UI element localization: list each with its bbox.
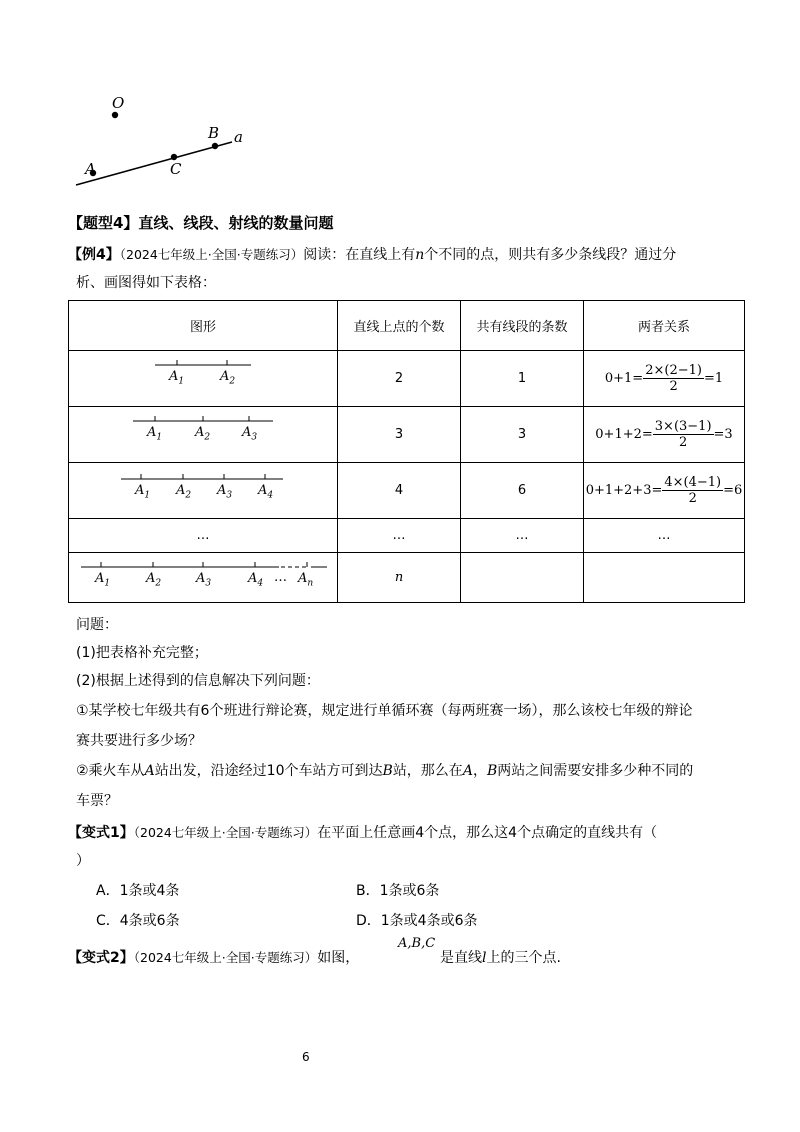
question-1: (1)把表格补充完整； <box>76 645 208 661</box>
question-2b-line-1: ②乘火车从A站出发，沿途经过10个车站方可到达B站，那么在A，B两站之间需要安排多少种不同的 <box>76 763 694 779</box>
variant2-abc: A,B,C <box>398 936 436 951</box>
example-line-1 <box>68 244 676 264</box>
question-2a-line-2: 赛共要进行多少场？ <box>76 733 202 749</box>
segments-count: 1 <box>461 351 584 407</box>
ellipsis-cell: … <box>69 519 338 553</box>
variant2-line <box>68 947 359 967</box>
segment-figure-2 <box>69 351 337 407</box>
example-line-2: 析、画图得如下表格： <box>76 275 216 291</box>
figure-cell-n-points <box>69 553 338 603</box>
variant2-source: （2024七年级上·全国·专题练习） <box>133 950 318 965</box>
point-label-b: B <box>208 124 220 142</box>
points-count-n: n <box>338 553 461 603</box>
variant1-text: 在平面上任意画4个点，那么这4个点确定的直线共有（ <box>317 825 658 841</box>
question-2: (2)根据上述得到的信息解决下列问题： <box>76 673 320 689</box>
point-label: $A_1$ <box>95 571 111 589</box>
line-label-a: a <box>234 128 243 146</box>
ellipsis-cell: … <box>338 519 461 553</box>
segments-count: 3 <box>461 407 584 463</box>
point-label: $A_2$ <box>195 425 211 443</box>
variant1-line-1 <box>68 822 657 842</box>
point-label: $A_2$ <box>146 571 162 589</box>
point-label: $A_3$ <box>217 483 233 501</box>
points-count: 2 <box>338 351 461 407</box>
figure-cell-3-points <box>69 407 338 463</box>
variant1-source: （2024七年级上·全国·专题练习） <box>133 825 318 840</box>
point-label: $A_4$ <box>248 571 264 589</box>
option-a: A．1条或4条 <box>96 883 180 899</box>
variant2-line-tail: 是直线l上的三个点. <box>440 950 561 966</box>
option-c: C．4条或6条 <box>96 913 180 929</box>
point-label: $A_1$ <box>169 369 185 387</box>
point-label-o: O <box>112 94 125 112</box>
example-text-2: 个不同的点，则共有多少条线段？通过分 <box>424 247 677 263</box>
points-count: 3 <box>338 407 461 463</box>
point-label: $A_1$ <box>147 425 163 443</box>
variant2-tag: 【变式2】 <box>68 950 134 966</box>
option-d: D．1条或4条或6条 <box>356 913 478 929</box>
segments-count-blank <box>461 553 584 603</box>
segments-count: 6 <box>461 463 584 519</box>
section-title: 【题型4】直线、线段、射线的数量问题 <box>68 214 334 232</box>
example-tag: 【例4】 <box>68 247 120 263</box>
variant1-close: ） <box>76 853 90 869</box>
point-label: $A_2$ <box>220 369 236 387</box>
point-dots: … <box>274 570 287 585</box>
variant1-tag: 【变式1】 <box>68 825 134 841</box>
segment-figure-4 <box>69 463 337 519</box>
point-label: $A_1$ <box>135 483 151 501</box>
points-segments-table <box>68 300 745 603</box>
header-segments: 共有线段的条数 <box>461 301 584 351</box>
questions-title: 问题： <box>76 617 118 633</box>
variant2-text-1: 如图， <box>317 950 360 966</box>
point-label: $A_3$ <box>196 571 212 589</box>
question-2a-line-1: ①某学校七年级共有6个班进行辩论赛，规定进行单循环赛（每两班赛一场），那么该校七年级的辩论 <box>76 703 693 719</box>
point-label: $A_4$ <box>258 483 274 501</box>
page-number: 6 <box>302 1050 310 1064</box>
header-relation: 两者关系 <box>584 301 745 351</box>
option-b: B．1条或6条 <box>356 883 440 899</box>
relation-formula: 0+1= $\frac{2\times(2-1)}{2}$ =1 <box>584 351 745 407</box>
question-2b-line-2: 车票？ <box>76 793 118 809</box>
example-text-1: 阅读：在直线上有 <box>303 247 416 263</box>
ellipsis-cell: … <box>584 519 745 553</box>
figure-cell-2-points <box>69 351 338 407</box>
relation-formula: 0+1+2+3= $\frac{4\times(4-1)}{2}$ =6 <box>584 463 745 519</box>
header-figure: 图形 <box>69 301 338 351</box>
relation-formula: 0+1+2= $\frac{3\times(3-1)}{2}$ =3 <box>584 407 745 463</box>
relation-blank <box>584 553 745 603</box>
point-label: $A_n$ <box>298 571 314 589</box>
example-source: （2024七年级上·全国·专题练习） <box>119 247 304 262</box>
point-label-c: C <box>170 160 182 178</box>
header-points: 直线上点的个数 <box>338 301 461 351</box>
points-count: 4 <box>338 463 461 519</box>
point-label: $A_2$ <box>176 483 192 501</box>
top-geometry-figure <box>60 90 280 200</box>
point-label: $A_3$ <box>242 425 258 443</box>
ellipsis-cell: … <box>461 519 584 553</box>
point-label-a: A <box>85 160 96 178</box>
figure-cell-4-points <box>69 463 338 519</box>
example-var-n: n <box>415 247 425 263</box>
